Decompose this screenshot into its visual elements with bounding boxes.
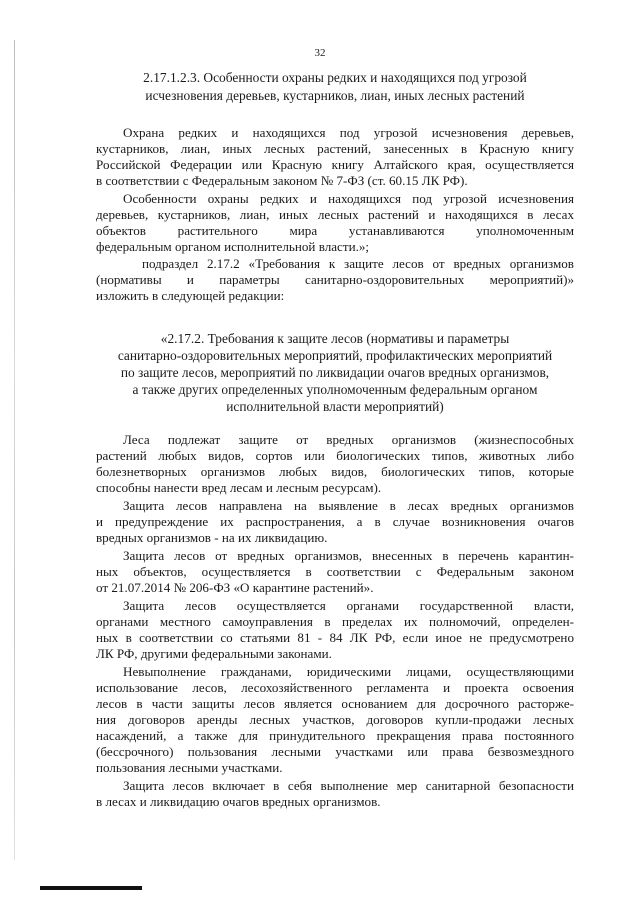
paragraph-line: способны нанести вред лесам и лесным ресурсам).: [96, 480, 382, 495]
body-block-rare-plants: [96, 125, 574, 304]
paragraph-line: растений любых видов, сортов или биологических типов, животных либо: [96, 448, 574, 463]
paragraph-line: Защита лесов направлена на выявление в лесах вредных организмов: [123, 498, 574, 513]
section-heading-line: по защите лесов, мероприятий по ликвидации очагов вредных организмов,: [120, 365, 550, 380]
paragraph-line: от 21.07.2014 № 206-ФЗ «О карантине растений».: [96, 580, 374, 595]
section-heading-line: санитарно-оздоровительных мероприятий, профилактических мероприятий: [117, 348, 553, 363]
scan-bottom-mark: [40, 886, 142, 890]
section-heading-line: «2.17.2. Требования к защите лесов (нормативы и параметры: [160, 331, 510, 346]
paragraph-line: (бессрочного) пользования лесными участками или права безвозмездного: [96, 744, 574, 759]
paragraph-line: Леса подлежат защите от вредных организмов (жизнеспособных: [123, 432, 574, 447]
section-heading-line: 2.17.1.2.3. Особенности охраны редких и находящихся под угрозой: [143, 70, 527, 85]
paragraph-line: Защита лесов осуществляется органами государственной власти,: [123, 598, 574, 613]
paragraph: [96, 191, 574, 255]
paragraph: [96, 125, 574, 189]
section-heading-line: исполнительной власти мероприятий): [226, 399, 444, 414]
paragraph-line: насаждений, а также для принудительного прекращения права постоянного: [96, 728, 574, 743]
paragraph: [96, 498, 574, 546]
paragraph-line: вредных организмов - на их ликвидацию.: [96, 530, 328, 545]
paragraph-line: ных объектов, осуществляется в соответствии с Федеральным законом: [96, 564, 574, 579]
paragraph-line: объектов растительного мира устанавливаются уполномоченным: [96, 223, 574, 238]
paragraph-line: органами местного самоуправления в пределах их полномочий, определен-: [96, 614, 574, 629]
paragraph-line: болезнетворных организмов любых видов, биологических типов, которые: [96, 464, 574, 479]
paragraph-line: подраздел 2.17.2 «Требования к защите лесов от вредных организмов: [142, 256, 574, 271]
paragraph-line: Защита лесов от вредных организмов, внесенных в перечень карантин-: [123, 548, 574, 563]
paragraph: [96, 598, 574, 662]
paragraph-line: в лесах и ликвидацию очагов вредных организмов.: [96, 794, 381, 809]
paragraph-line: ных в соответствии со статьями 81 - 84 ЛК РФ, если иное не предусмотрено: [96, 630, 574, 645]
scan-edge-shadow: [14, 40, 15, 860]
paragraph-line: Особенности охраны редких и находящихся под угрозой исчезновения: [123, 191, 574, 206]
paragraph-line: пользования лесными участками.: [96, 760, 283, 775]
paragraph-line: использование лесов, лесохозяйственного регламента и проекта освоения: [96, 680, 574, 695]
paragraph-line: изложить в следующей редакции:: [96, 288, 285, 303]
paragraph-line: (нормативы и параметры санитарно-оздоровительных мероприятий)»: [96, 272, 574, 287]
section-heading-line: а также других определенных уполномоченным федеральным органом: [132, 382, 538, 397]
paragraph-line: Невыполнение гражданами, юридическими лицами, осуществляющими: [123, 664, 574, 679]
body-block-forest-protection: [96, 432, 574, 810]
paragraph-line: и предупреждение их распространения, а в случае возникновения очагов: [96, 514, 574, 529]
paragraph-line: ЛК РФ, другими федеральными законами.: [96, 646, 332, 661]
section-heading-2-17-2: [96, 330, 574, 415]
paragraph-line: Российской Федерации или Красную книгу Алтайского края, осуществляется: [96, 157, 574, 172]
paragraph: [96, 664, 574, 776]
section-heading-2-17-1-2-3: [96, 69, 574, 105]
paragraph-line: деревьев, кустарников, лиан, иных лесных растений и находящихся в лесах: [96, 207, 574, 222]
paragraph-line: Защита лесов включает в себя выполнение мер санитарной безопасности: [123, 778, 574, 793]
paragraph-line: в соответствии с Федеральным законом № 7-ФЗ (ст. 60.15 ЛК РФ).: [96, 173, 468, 188]
page-number: 32: [314, 47, 326, 59]
paragraph-line: кустарников, лиан, иных лесных растений, занесенных в Красную книгу: [96, 141, 574, 156]
paragraph: [96, 432, 574, 496]
section-heading-line: исчезновения деревьев, кустарников, лиан, иных лесных растений: [145, 88, 525, 103]
paragraph-line: лесов в части защиты лесов является основанием для досрочного расторже-: [96, 696, 574, 711]
paragraph: [96, 778, 574, 810]
paragraph: [96, 548, 574, 596]
paragraph-line: ния договоров аренды лесных участков, договоров купли-продажи лесных: [96, 712, 574, 727]
paragraph-line: федеральным органом исполнительной власти.»;: [96, 239, 370, 254]
paragraph: [96, 256, 574, 304]
paragraph-line: Охрана редких и находящихся под угрозой исчезновения деревьев,: [123, 125, 574, 140]
